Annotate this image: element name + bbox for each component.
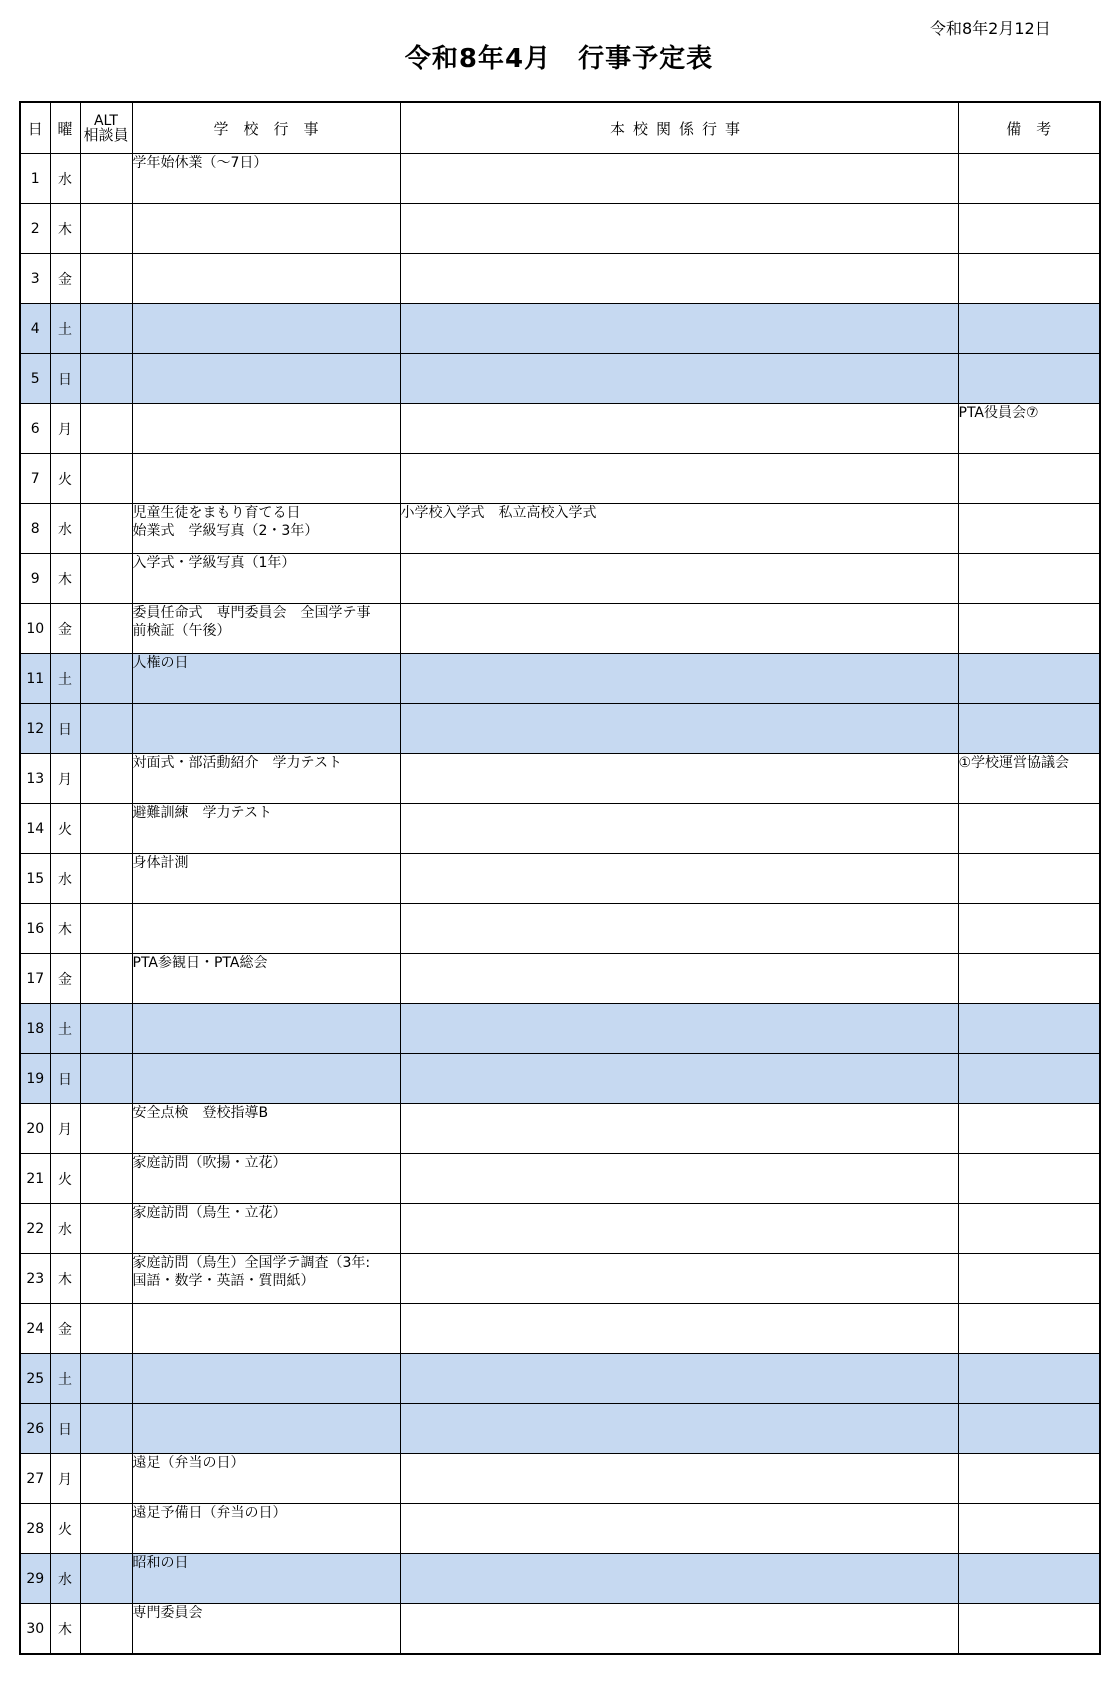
alt-cell: [80, 304, 132, 354]
school-event-cell: [132, 1054, 400, 1104]
related-event-cell: [400, 1204, 958, 1254]
related-event-cell: [400, 1554, 958, 1604]
school-event-cell: [132, 254, 400, 304]
day-cell: 21: [20, 1154, 50, 1204]
day-cell: 11: [20, 654, 50, 704]
notes-cell: [958, 1454, 1100, 1504]
related-event-cell: [400, 204, 958, 254]
notes-cell: [958, 1254, 1100, 1304]
school-event-cell: 対面式・部活動紹介 学力テスト: [132, 754, 400, 804]
school-event-cell: 人権の日: [132, 654, 400, 704]
day-cell: 13: [20, 754, 50, 804]
notes-cell: ①学校運営協議会: [958, 754, 1100, 804]
table-row: [20, 554, 1100, 604]
school-event-cell: [132, 204, 400, 254]
column-header-alt-line1: ALT: [93, 113, 118, 129]
weekday-cell: 水: [50, 1554, 80, 1604]
notes-cell: [958, 1354, 1100, 1404]
school-event-cell: 遠足予備日（弁当の日）: [132, 1504, 400, 1554]
related-event-cell: [400, 1004, 958, 1054]
notes-cell: [958, 1554, 1100, 1604]
related-event-cell: [400, 304, 958, 354]
related-event-cell: [400, 854, 958, 904]
weekday-cell: 土: [50, 654, 80, 704]
school-event-cell: [132, 304, 400, 354]
alt-cell: [80, 654, 132, 704]
table-row: [20, 504, 1100, 554]
day-cell: 19: [20, 1054, 50, 1104]
document-date: 令和8年2月12日: [930, 19, 1051, 38]
table-row: [20, 1604, 1100, 1655]
column-header-weekday: 曜: [50, 102, 80, 154]
day-cell: 29: [20, 1554, 50, 1604]
weekday-cell: 月: [50, 1104, 80, 1154]
table-row: [20, 304, 1100, 354]
notes-cell: [958, 1504, 1100, 1554]
alt-cell: [80, 1254, 132, 1304]
related-event-cell: [400, 454, 958, 504]
school-event-cell: [132, 904, 400, 954]
column-header-alt: [80, 102, 132, 154]
table-row: [20, 1204, 1100, 1254]
column-header-school-events: 学 校 行 事: [132, 102, 400, 154]
school-event-cell: 遠足（弁当の日）: [132, 1454, 400, 1504]
day-cell: 22: [20, 1204, 50, 1254]
weekday-cell: 日: [50, 1054, 80, 1104]
day-cell: 17: [20, 954, 50, 1004]
school-event-cell: 家庭訪問（吹揚・立花）: [132, 1154, 400, 1204]
table-row: [20, 1004, 1100, 1054]
day-cell: 24: [20, 1304, 50, 1354]
notes-cell: [958, 1104, 1100, 1154]
column-header-day: 日: [20, 102, 50, 154]
weekday-cell: 木: [50, 554, 80, 604]
table-row: [20, 1554, 1100, 1604]
schedule-table: [19, 101, 1101, 1655]
alt-cell: [80, 1504, 132, 1554]
alt-cell: [80, 1104, 132, 1154]
weekday-cell: 火: [50, 1154, 80, 1204]
school-event-cell: [132, 1304, 400, 1354]
column-header-alt-line2: 相談員: [83, 126, 129, 144]
notes-cell: PTA役員会⑦: [958, 404, 1100, 454]
notes-cell: [958, 854, 1100, 904]
day-cell: 16: [20, 904, 50, 954]
school-event-cell: 家庭訪問（鳥生）全国学テ調査（3年: 国語・数学・英語・質問紙）: [132, 1254, 400, 1304]
related-event-cell: [400, 1604, 958, 1655]
school-event-cell: 安全点検 登校指導B: [132, 1104, 400, 1154]
table-row: [20, 204, 1100, 254]
day-cell: 3: [20, 254, 50, 304]
table-row: [20, 1504, 1100, 1554]
table-row: [20, 454, 1100, 504]
day-cell: 2: [20, 204, 50, 254]
school-event-cell: 児童生徒をまもり育てる日 始業式 学級写真（2・3年）: [132, 504, 400, 554]
alt-cell: [80, 1004, 132, 1054]
related-event-cell: [400, 754, 958, 804]
day-cell: 26: [20, 1404, 50, 1454]
table-row: [20, 254, 1100, 304]
weekday-cell: 日: [50, 354, 80, 404]
day-cell: 30: [20, 1604, 50, 1655]
day-cell: 7: [20, 454, 50, 504]
related-event-cell: [400, 1154, 958, 1204]
related-event-cell: [400, 804, 958, 854]
notes-cell: [958, 504, 1100, 554]
day-cell: 1: [20, 154, 50, 204]
alt-cell: [80, 1204, 132, 1254]
notes-cell: [958, 1154, 1100, 1204]
table-row: [20, 1054, 1100, 1104]
alt-cell: [80, 754, 132, 804]
notes-cell: [958, 904, 1100, 954]
alt-cell: [80, 1054, 132, 1104]
weekday-cell: 日: [50, 704, 80, 754]
notes-cell: [958, 1054, 1100, 1104]
notes-cell: [958, 1304, 1100, 1354]
table-row: [20, 904, 1100, 954]
related-event-cell: [400, 1504, 958, 1554]
weekday-cell: 土: [50, 1004, 80, 1054]
related-event-cell: [400, 1354, 958, 1404]
schedule-body: [20, 154, 1100, 1655]
column-header-notes: 備 考: [958, 102, 1100, 154]
related-event-cell: [400, 1104, 958, 1154]
day-cell: 14: [20, 804, 50, 854]
school-event-cell: [132, 454, 400, 504]
weekday-cell: 金: [50, 954, 80, 1004]
alt-cell: [80, 1354, 132, 1404]
table-row: [20, 604, 1100, 654]
weekday-cell: 火: [50, 804, 80, 854]
alt-cell: [80, 604, 132, 654]
school-event-cell: 入学式・学級写真（1年）: [132, 554, 400, 604]
weekday-cell: 水: [50, 854, 80, 904]
notes-cell: [958, 354, 1100, 404]
school-event-cell: 学年始休業（～7日）: [132, 154, 400, 204]
weekday-cell: 月: [50, 754, 80, 804]
day-cell: 25: [20, 1354, 50, 1404]
weekday-cell: 土: [50, 304, 80, 354]
notes-cell: [958, 654, 1100, 704]
alt-cell: [80, 1604, 132, 1655]
day-cell: 27: [20, 1454, 50, 1504]
day-cell: 20: [20, 1104, 50, 1154]
table-row: [20, 154, 1100, 204]
day-cell: 10: [20, 604, 50, 654]
alt-cell: [80, 804, 132, 854]
notes-cell: [958, 1204, 1100, 1254]
related-event-cell: [400, 954, 958, 1004]
notes-cell: [958, 954, 1100, 1004]
day-cell: 8: [20, 504, 50, 554]
notes-cell: [958, 704, 1100, 754]
table-row: [20, 1154, 1100, 1204]
weekday-cell: 木: [50, 904, 80, 954]
table-row: [20, 404, 1100, 454]
weekday-cell: 水: [50, 154, 80, 204]
alt-cell: [80, 1404, 132, 1454]
notes-cell: [958, 1404, 1100, 1454]
notes-cell: [958, 154, 1100, 204]
school-event-cell: [132, 1354, 400, 1404]
weekday-cell: 木: [50, 1254, 80, 1304]
table-row: [20, 954, 1100, 1004]
weekday-cell: 月: [50, 1454, 80, 1504]
table-row: [20, 654, 1100, 704]
day-cell: 23: [20, 1254, 50, 1304]
notes-cell: [958, 604, 1100, 654]
school-event-cell: 専門委員会: [132, 1604, 400, 1655]
notes-cell: [958, 254, 1100, 304]
table-row: [20, 1104, 1100, 1154]
related-event-cell: [400, 704, 958, 754]
alt-cell: [80, 154, 132, 204]
related-event-cell: [400, 154, 958, 204]
weekday-cell: 水: [50, 1204, 80, 1254]
school-event-cell: 家庭訪問（鳥生・立花）: [132, 1204, 400, 1254]
related-event-cell: [400, 404, 958, 454]
alt-cell: [80, 1454, 132, 1504]
related-event-cell: [400, 354, 958, 404]
notes-cell: [958, 454, 1100, 504]
weekday-cell: 木: [50, 1604, 80, 1655]
alt-cell: [80, 1154, 132, 1204]
related-event-cell: [400, 904, 958, 954]
table-row: [20, 1454, 1100, 1504]
related-event-cell: [400, 1054, 958, 1104]
notes-cell: [958, 1604, 1100, 1655]
related-event-cell: [400, 1254, 958, 1304]
day-cell: 28: [20, 1504, 50, 1554]
table-row: [20, 354, 1100, 404]
day-cell: 4: [20, 304, 50, 354]
alt-cell: [80, 354, 132, 404]
related-event-cell: [400, 604, 958, 654]
school-event-cell: PTA参観日・PTA総会: [132, 954, 400, 1004]
related-event-cell: [400, 1404, 958, 1454]
alt-cell: [80, 204, 132, 254]
alt-cell: [80, 454, 132, 504]
table-row: [20, 754, 1100, 804]
alt-cell: [80, 954, 132, 1004]
weekday-cell: 金: [50, 1304, 80, 1354]
weekday-cell: 月: [50, 404, 80, 454]
alt-cell: [80, 704, 132, 754]
school-event-cell: 身体計測: [132, 854, 400, 904]
school-event-cell: [132, 1404, 400, 1454]
alt-cell: [80, 904, 132, 954]
notes-cell: [958, 804, 1100, 854]
school-event-cell: [132, 704, 400, 754]
weekday-cell: 木: [50, 204, 80, 254]
day-cell: 6: [20, 404, 50, 454]
column-header-related-events: 本校関係行事: [400, 102, 958, 154]
weekday-cell: 火: [50, 1504, 80, 1554]
related-event-cell: [400, 254, 958, 304]
day-cell: 15: [20, 854, 50, 904]
table-row: [20, 1254, 1100, 1304]
table-row: [20, 1354, 1100, 1404]
alt-cell: [80, 1554, 132, 1604]
weekday-cell: 金: [50, 604, 80, 654]
alt-cell: [80, 854, 132, 904]
table-row: [20, 854, 1100, 904]
notes-cell: [958, 304, 1100, 354]
day-cell: 5: [20, 354, 50, 404]
related-event-cell: [400, 554, 958, 604]
alt-cell: [80, 1304, 132, 1354]
table-row: [20, 804, 1100, 854]
day-cell: 18: [20, 1004, 50, 1054]
day-cell: 9: [20, 554, 50, 604]
school-event-cell: [132, 1004, 400, 1054]
related-event-cell: [400, 1454, 958, 1504]
school-event-cell: [132, 404, 400, 454]
day-cell: 12: [20, 704, 50, 754]
weekday-cell: 土: [50, 1354, 80, 1404]
table-row: [20, 1404, 1100, 1454]
notes-cell: [958, 554, 1100, 604]
weekday-cell: 水: [50, 504, 80, 554]
alt-cell: [80, 404, 132, 454]
weekday-cell: 火: [50, 454, 80, 504]
page-title: 令和8年4月 行事予定表: [404, 44, 714, 74]
alt-cell: [80, 254, 132, 304]
school-event-cell: 避難訓練 学力テスト: [132, 804, 400, 854]
table-header-row: [20, 102, 1100, 154]
table-row: [20, 1304, 1100, 1354]
notes-cell: [958, 1004, 1100, 1054]
weekday-cell: 日: [50, 1404, 80, 1454]
weekday-cell: 金: [50, 254, 80, 304]
notes-cell: [958, 204, 1100, 254]
alt-cell: [80, 504, 132, 554]
related-event-cell: 小学校入学式 私立高校入学式: [400, 504, 958, 554]
school-event-cell: [132, 354, 400, 404]
table-row: [20, 704, 1100, 754]
related-event-cell: [400, 1304, 958, 1354]
school-event-cell: 昭和の日: [132, 1554, 400, 1604]
school-event-cell: 委員任命式 専門委員会 全国学テ事 前検証（午後）: [132, 604, 400, 654]
alt-cell: [80, 554, 132, 604]
related-event-cell: [400, 654, 958, 704]
